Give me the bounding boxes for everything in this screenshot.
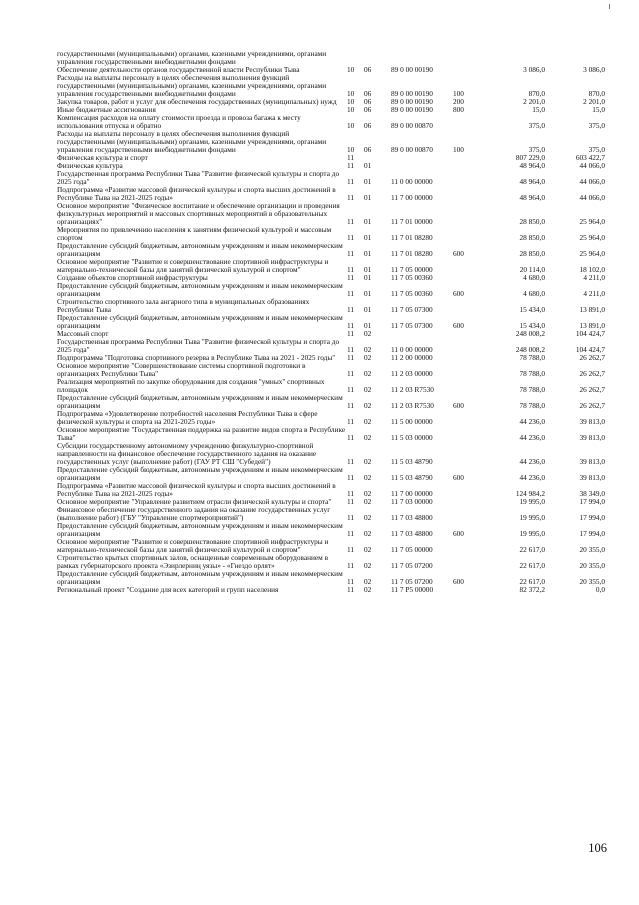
cell-rz: 10 (347, 145, 355, 154)
cell-name: Предоставление субсидий бюджетным, автономным учреждениям и иным некоммерческим организациям (57, 569, 343, 586)
cell-vr: 600 (453, 321, 464, 330)
cell-v2: 39 813,0 (579, 457, 605, 466)
cell-rz: 11 (347, 529, 355, 538)
cell-csr: 11 2 00 00000 (391, 353, 433, 362)
cell-v1 (493, 50, 545, 66)
cell-name: Государственная программа Республики Тыва "Развитие физической культуры и спорта до 2025 года" (57, 169, 340, 186)
cell-vr (453, 338, 493, 354)
cell-csr (391, 162, 453, 170)
table-row (57, 226, 605, 242)
cell-v2: 44 066,0 (579, 161, 605, 170)
cell-csr: 11 7 03 48800 (391, 513, 433, 522)
cell-name: Предоставление субсидий бюджетным, автономным учреждениям и иным некоммерческим организациям (57, 521, 343, 538)
cell-vr (453, 538, 493, 554)
table-row (57, 378, 605, 394)
table-row (57, 426, 605, 442)
cell-csr: 89 0 00 00190 (391, 89, 433, 98)
cell-v2: 39 813,0 (579, 433, 605, 442)
cell-name: Основное мероприятие "Совершенствование системы спортивной подготовки в организациях Республики Тыва" (57, 361, 306, 378)
table-row (57, 394, 605, 410)
cell-csr: 11 7 05 07300 (391, 305, 433, 314)
cell-csr: 11 7 01 00000 (391, 217, 433, 226)
cell-v2: 17 994,0 (579, 513, 605, 522)
cell-pr: 06 (364, 105, 372, 114)
cell-vr (453, 66, 493, 74)
cell-vr: 600 (453, 577, 464, 586)
cell-pr: 06 (364, 97, 372, 106)
cell-v2: 25 964,0 (579, 233, 605, 242)
cell-v2: 25 964,0 (579, 249, 605, 258)
cell-pr: 02 (364, 433, 372, 442)
cell-vr (453, 498, 493, 506)
cell-v2: 0,0 (595, 585, 605, 594)
cell-v1: 3 086,0 (523, 65, 545, 74)
cell-v2: 44 066,0 (579, 193, 605, 202)
cell-v2: 25 964,0 (579, 217, 605, 226)
cell-csr: 11 7 03 00000 (391, 497, 433, 506)
cell-v2: 375,0 (588, 121, 605, 130)
cell-rz: 11 (347, 153, 355, 162)
cell-name: Подпрограмма "Подготовка спортивного резерва в Республике Тыва на 2021 - 2025 годы" (57, 353, 336, 362)
cell-v1: 48 964,0 (519, 193, 545, 202)
budget-table-body (57, 50, 605, 594)
cell-name: Подпрограмма «Развитие массовой физической культуры и спорта высших достижений в Республике Тыва на 2021-2025 годы» (57, 481, 336, 498)
cell-vr (453, 378, 493, 394)
cell-rz: 10 (347, 121, 355, 130)
cell-v1: 28 850,0 (519, 233, 545, 242)
cell-csr (391, 330, 453, 338)
cell-v2: 2 201,0 (583, 97, 605, 106)
table-row (57, 442, 605, 466)
cell-vr (453, 362, 493, 378)
cell-rz: 11 (347, 345, 355, 354)
cell-csr: 11 5 03 48790 (391, 457, 433, 466)
cell-pr: 02 (364, 369, 372, 378)
cell-name: Предоставление субсидий бюджетным, автономным учреждениям и иным некоммерческим организациям (57, 241, 343, 258)
cell-rz: 11 (347, 417, 355, 426)
cell-pr: 02 (364, 353, 372, 362)
cell-name: Создание объектов спортивной инфраструктуры (57, 273, 208, 282)
cell-vr (453, 202, 493, 226)
cell-rz: 11 (347, 321, 355, 330)
cell-v1: 78 788,0 (519, 385, 545, 394)
cell-name: Финансовое обеспечение государственного задания на оказание государственных услуг (выполнение работ) (ГБУ "Управление спортмероприятий") (57, 505, 331, 522)
cell-v1: 20 114,0 (519, 265, 545, 274)
cell-vr (453, 298, 493, 314)
cell-name: Иные бюджетные ассигнования (57, 105, 156, 114)
cell-pr: 01 (364, 193, 372, 202)
cell-v2: 39 813,0 (579, 417, 605, 426)
cell-rz: 11 (347, 177, 355, 186)
cell-rz: 11 (347, 265, 355, 274)
cell-v1: 870,0 (528, 89, 545, 98)
table-row (57, 186, 605, 202)
table-row (57, 50, 605, 66)
cell-name: Предоставление субсидий бюджетным, автономным учреждениям и иным некоммерческим организациям (57, 313, 343, 330)
table-row (57, 338, 605, 354)
cell-v1: 82 372,2 (519, 585, 545, 594)
cell-v2: 17 994,0 (579, 529, 605, 538)
cell-name: государственными (муниципальными) органами, казенными учреждениями, органами управления государственными внебюджетными фондами (57, 49, 327, 66)
cell-vr (453, 354, 493, 362)
cell-v2: 44 066,0 (579, 177, 605, 186)
cell-pr: 02 (364, 529, 372, 538)
cell-name: Массовый спорт (57, 329, 109, 338)
cell-vr (453, 258, 493, 274)
table-row (57, 258, 605, 274)
cell-v1: 44 236,0 (519, 473, 545, 482)
cell-rz: 11 (347, 353, 355, 362)
cell-rz: 11 (347, 233, 355, 242)
cell-vr (453, 162, 493, 170)
cell-vr (453, 586, 493, 594)
cell-csr: 11 2 03 R7530 (391, 401, 434, 410)
cell-csr: 89 0 00 00870 (391, 145, 433, 154)
cell-v2: 4 211,0 (583, 289, 605, 298)
cell-vr: 600 (453, 473, 464, 482)
cell-pr: 02 (364, 585, 372, 594)
cell-v2: 13 891,0 (579, 321, 605, 330)
table-row (57, 362, 605, 378)
cell-csr: 11 7 03 48800 (391, 529, 433, 538)
cell-rz: 11 (347, 249, 355, 258)
cell-v1: 15,0 (532, 105, 545, 114)
table-row (57, 554, 605, 570)
cell-pr: 01 (364, 265, 372, 274)
cell-rz: 11 (347, 433, 355, 442)
cell-csr: 11 5 03 00000 (391, 433, 433, 442)
cell-name: Предоставление субсидий бюджетным, автономным учреждениям и иным некоммерческим организациям (57, 393, 343, 410)
cell-v1: 28 850,0 (519, 217, 545, 226)
cell-vr (453, 274, 493, 282)
table-row (57, 410, 605, 426)
cell-csr: 89 0 00 00870 (391, 121, 433, 130)
cell-name: Подпрограмма «Развитие массовой физической культуры и спорта высших достижений в Республике Тыва на 2021-2025 годы» (57, 185, 336, 202)
cell-csr: 11 0 00 00000 (391, 345, 433, 354)
cell-vr: 100 (453, 89, 464, 98)
cell-v1: 44 236,0 (519, 417, 545, 426)
cell-vr (453, 154, 493, 162)
cell-v2 (545, 50, 605, 66)
cell-vr (453, 330, 493, 338)
cell-csr: 11 7 Р5 00000 (391, 585, 434, 594)
cell-pr: 06 (364, 65, 372, 74)
cell-csr: 11 5 03 48790 (391, 473, 433, 482)
cell-v1: 248 008,2 (515, 345, 545, 354)
cell-rz: 11 (347, 545, 355, 554)
cell-rz: 11 (347, 289, 355, 298)
cell-v1: 78 788,0 (519, 401, 545, 410)
cell-v2: 26 262,7 (579, 385, 605, 394)
cell-v1: 28 850,0 (519, 249, 545, 258)
cell-name: Основное мероприятие "Развитие и совершенствование спортивной инфраструктуры и материально-технической базы для занятий физической культурой и спортом" (57, 257, 329, 274)
cell-csr: 11 7 00 00000 (391, 489, 433, 498)
table-row (57, 538, 605, 554)
cell-v2: 39 813,0 (579, 473, 605, 482)
cell-pr: 02 (364, 513, 372, 522)
cell-csr: 11 2 03 R7530 (391, 385, 434, 394)
cell-v1: 375,0 (528, 145, 545, 154)
cell-vr (453, 410, 493, 426)
cell-v1: 19 995,0 (519, 497, 545, 506)
table-row (57, 570, 605, 586)
table-row (57, 506, 605, 522)
table-row (57, 482, 605, 498)
cell-name: Строительство спортивного зала ангарного типа в муниципальных образованиях Республики Тыва (57, 297, 310, 314)
cell-name: Физическая культура (57, 161, 123, 170)
cell-v1: 48 964,0 (519, 161, 545, 170)
cell-pr (364, 50, 391, 66)
scan-mark (609, 4, 610, 9)
cell-csr: 11 2 03 00000 (391, 369, 433, 378)
cell-v1: 78 788,0 (519, 369, 545, 378)
cell-v2: 104 424,7 (575, 329, 605, 338)
cell-csr: 11 7 05 00360 (391, 273, 433, 282)
cell-v1: 19 995,0 (519, 529, 545, 538)
cell-csr (391, 154, 453, 162)
cell-pr: 02 (364, 577, 372, 586)
cell-pr: 02 (364, 561, 372, 570)
cell-pr: 01 (364, 249, 372, 258)
cell-pr: 02 (364, 497, 372, 506)
table-row (57, 314, 605, 330)
cell-csr: 11 7 00 00000 (391, 193, 433, 202)
cell-pr: 02 (364, 457, 372, 466)
cell-v2: 3 086,0 (583, 65, 605, 74)
cell-pr: 02 (364, 545, 372, 554)
cell-pr: 01 (364, 177, 372, 186)
cell-pr: 02 (364, 473, 372, 482)
cell-vr: 800 (453, 105, 464, 114)
cell-vr (453, 50, 493, 66)
table-row (57, 74, 605, 98)
cell-rz: 10 (347, 105, 355, 114)
cell-v2: 20 355,0 (579, 561, 605, 570)
cell-v2: 20 355,0 (579, 577, 605, 586)
cell-v1: 22 617,0 (519, 577, 545, 586)
cell-name: Обеспечение деятельности органов государственной власти Республики Тыва (57, 65, 300, 74)
table-row (57, 466, 605, 482)
cell-rz: 11 (347, 161, 355, 170)
cell-rz: 10 (347, 89, 355, 98)
cell-rz: 11 (347, 305, 355, 314)
cell-pr: 01 (364, 305, 372, 314)
cell-name: Предоставление субсидий бюджетным, автономным учреждениям и иным некоммерческим организациям (57, 281, 343, 298)
cell-vr (453, 114, 493, 130)
cell-v1: 15 434,0 (519, 305, 545, 314)
cell-pr: 02 (364, 329, 372, 338)
cell-pr: 02 (364, 417, 372, 426)
cell-pr: 01 (364, 233, 372, 242)
cell-v2: 26 262,7 (579, 369, 605, 378)
budget-table (57, 50, 605, 594)
cell-pr: 02 (364, 489, 372, 498)
cell-v1: 19 995,0 (519, 513, 545, 522)
cell-vr (453, 170, 493, 186)
cell-v1: 44 236,0 (519, 457, 545, 466)
cell-csr: 11 5 00 00000 (391, 417, 433, 426)
cell-csr: 89 0 00 00190 (391, 105, 433, 114)
cell-name: Подпрограмма «Удовлетворение потребностей населения Республики Тыва в сфере физической культуры и спорта на 2021-2025 годы» (57, 409, 318, 426)
cell-pr: 02 (364, 345, 372, 354)
cell-v2: 26 262,7 (579, 353, 605, 362)
cell-name: Государственная программа Республики Тыва "Развитие физической культуры и спорта до 2025 года" (57, 337, 340, 354)
cell-v2: 20 355,0 (579, 545, 605, 554)
cell-vr (453, 482, 493, 498)
cell-name: Расходы на выплаты персоналу в целях обеспечения выполнения функций государственными (муниципальными) органами, казенными учреждениями, органами управления государственными внебюджетными фондами (57, 129, 327, 154)
cell-v2: 104 424,7 (575, 345, 605, 354)
cell-name: Расходы на выплаты персоналу в целях обеспечения выполнения функций государственными (муниципальными) органами, казенными учреждениями, органами управления государственными внебюджетными фондами (57, 73, 327, 98)
cell-pr: 06 (364, 121, 372, 130)
table-row (57, 522, 605, 538)
cell-v2: 870,0 (588, 89, 605, 98)
cell-rz: 11 (347, 497, 355, 506)
cell-rz: 10 (347, 65, 355, 74)
cell-v1: 4 680,0 (523, 289, 545, 298)
cell-vr (453, 554, 493, 570)
cell-rz: 11 (347, 585, 355, 594)
cell-v1: 15 434,0 (519, 321, 545, 330)
cell-rz: 11 (347, 193, 355, 202)
cell-v1: 22 617,0 (519, 545, 545, 554)
cell-v1: 44 236,0 (519, 433, 545, 442)
cell-name: Мероприятия по привлечению населения к занятиям физической культурой и массовым спортом (57, 225, 332, 242)
cell-name: Основное мероприятие "Управление развитием отрасли физической культуры и спорта" (57, 497, 332, 506)
cell-rz: 11 (347, 513, 355, 522)
cell-rz: 11 (347, 401, 355, 410)
table-row (57, 242, 605, 258)
cell-v2: 26 262,7 (579, 401, 605, 410)
cell-v1: 124 984,2 (515, 489, 545, 498)
table-row (57, 114, 605, 130)
cell-rz: 10 (347, 97, 355, 106)
cell-v2: 4 211,0 (583, 273, 605, 282)
cell-vr: 600 (453, 249, 464, 258)
cell-csr: 89 0 00 00190 (391, 65, 433, 74)
cell-name: Физическая культура и спорт (57, 153, 148, 162)
cell-vr (453, 186, 493, 202)
cell-name: Региональный проект "Создание для всех категорий и групп населения (57, 585, 279, 594)
cell-name: Основное мероприятие "Государственная поддержка на развитие видов спорта в Республике Тыва" (57, 425, 346, 442)
cell-v1: 375,0 (528, 121, 545, 130)
cell-vr: 200 (453, 97, 464, 106)
cell-csr: 11 7 05 00360 (391, 289, 433, 298)
cell-rz: 11 (347, 217, 355, 226)
cell-v2: 15,0 (592, 105, 605, 114)
cell-pr: 02 (364, 401, 372, 410)
cell-csr: 11 7 05 07200 (391, 577, 433, 586)
cell-csr: 11 7 01 08280 (391, 249, 433, 258)
cell-pr: 01 (364, 161, 372, 170)
table-row (57, 130, 605, 154)
cell-name: Строительство крытых спортивных залов, оснащенные современным оборудованием в рамках губернаторского проекта «Эзирлерниң уязы» - «Гнездо орлят» (57, 553, 329, 570)
table-row (57, 282, 605, 298)
cell-csr: 11 7 01 08280 (391, 233, 433, 242)
cell-name: Основное мероприятие "Развитие и совершенствование спортивной инфраструктуры и материально-технической базы для занятий физической культурой и спортом" (57, 537, 329, 554)
cell-pr: 01 (364, 217, 372, 226)
cell-pr: 02 (364, 385, 372, 394)
cell-pr: 01 (364, 273, 372, 282)
cell-name: Предоставление субсидий бюджетным, автономным учреждениям и иным некоммерческим организациям (57, 465, 343, 482)
cell-rz: 11 (347, 473, 355, 482)
cell-csr: 11 7 05 00000 (391, 545, 433, 554)
cell-vr (453, 506, 493, 522)
cell-name: Реализация мероприятий по закупке оборудования для создания "умных" спортивных площадок (57, 377, 325, 394)
cell-v2: 38 349,0 (579, 489, 605, 498)
cell-rz: 11 (347, 329, 355, 338)
table-row (57, 298, 605, 314)
cell-vr: 600 (453, 529, 464, 538)
cell-rz: 11 (347, 577, 355, 586)
cell-csr: 89 0 00 00190 (391, 97, 433, 106)
cell-rz (347, 50, 364, 66)
table-row (57, 170, 605, 186)
cell-pr: 01 (364, 321, 372, 330)
cell-rz: 11 (347, 369, 355, 378)
cell-pr: 06 (364, 89, 372, 98)
cell-v2: 603 422,7 (575, 153, 605, 162)
cell-vr: 100 (453, 145, 464, 154)
cell-vr (453, 442, 493, 466)
cell-name: Закупка товаров, работ и услуг для обеспечения государственных (муниципальных) нужд (57, 97, 337, 106)
cell-v1: 248 008,2 (515, 329, 545, 338)
table-row (57, 586, 605, 594)
cell-v1: 807 229,0 (515, 153, 545, 162)
cell-v2: 18 102,0 (579, 265, 605, 274)
cell-v2: 13 891,0 (579, 305, 605, 314)
cell-vr: 600 (453, 401, 464, 410)
cell-name: Субсидии государственному автономному учреждению физкультурно-спортивной направленности на финансовое обеспечение государственного задания на оказание государственных услуг (выполнение работ) (ГАУ РТ СШ "Субедей") (57, 441, 317, 466)
cell-v1: 22 617,0 (519, 561, 545, 570)
cell-rz: 11 (347, 457, 355, 466)
cell-pr: 06 (364, 145, 372, 154)
cell-v2: 375,0 (588, 145, 605, 154)
cell-vr (453, 426, 493, 442)
cell-v2: 17 994,0 (579, 497, 605, 506)
cell-v1: 78 788,0 (519, 353, 545, 362)
cell-pr: 01 (364, 289, 372, 298)
cell-v1: 4 680,0 (523, 273, 545, 282)
cell-vr: 600 (453, 289, 464, 298)
cell-rz: 11 (347, 489, 355, 498)
cell-csr: 11 7 05 07200 (391, 561, 433, 570)
cell-name: Компенсация расходов на оплату стоимости проезда и провоза багажа к месту использования отпуска и обратно (57, 113, 301, 130)
cell-rz: 11 (347, 561, 355, 570)
cell-csr: 11 7 05 07300 (391, 321, 433, 330)
page-number: 106 (588, 841, 607, 855)
cell-csr (391, 50, 453, 66)
cell-name: Основное мероприятие "Физическое воспитание и обеспечение организации и проведения физкультурных мероприятий и массовых спортивных мероприятий в образовательных организациях" (57, 201, 340, 226)
cell-v1: 48 964,0 (519, 177, 545, 186)
cell-rz: 11 (347, 385, 355, 394)
cell-csr: 11 7 05 00000 (391, 265, 433, 274)
table-row (57, 202, 605, 226)
cell-rz: 11 (347, 273, 355, 282)
cell-v1: 2 201,0 (523, 97, 545, 106)
cell-vr (453, 226, 493, 242)
cell-csr: 11 0 00 00000 (391, 177, 433, 186)
